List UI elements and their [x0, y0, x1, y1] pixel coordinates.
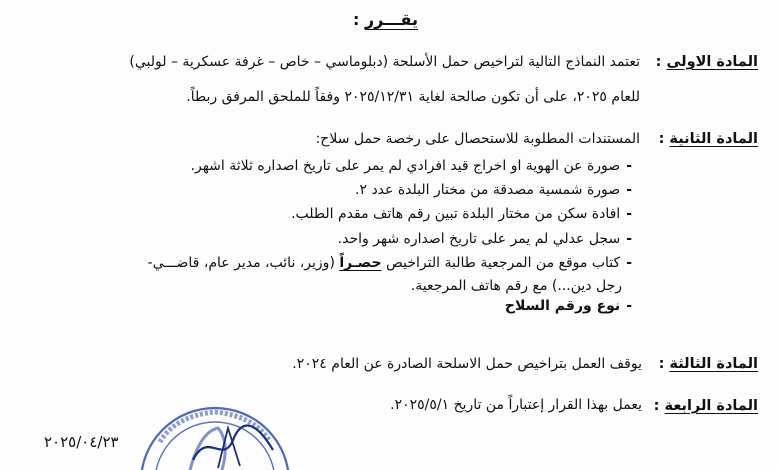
article-3-text: يوقف العمل بتراخيص حمل الاسلحة الصادرة عن العام ٢٠٢٤.: [292, 356, 642, 372]
article-2-item-1: -صورة عن الهوية او اخراج قيد افرادي لم يمر على تاريخ اصداره ثلاثة اشهر.: [190, 158, 632, 174]
article-2-label: المادة الثانية :: [658, 131, 758, 147]
article-1-label: المادة الاولى :: [655, 54, 758, 70]
article-1-line-1: تعتمد النماذج التالية لتراخيص حمل الأسلحة (دبلوماسي – خاص – غرفة عسكرية – لولبي): [129, 54, 640, 70]
article-2-item-2: -صورة شمسية مصدقة من مختار البلدة عدد ٢.: [355, 182, 632, 198]
decision-title: يقـــرر :: [352, 10, 418, 29]
article-2-item-6: -نوع ورقم السلاح: [504, 298, 632, 314]
article-2-intro: المستندات المطلوبة للاستحصال على رخصة حمل سلاح:: [315, 131, 640, 147]
decision-date: ٢٠٢٥/٠٤/٢٣: [44, 433, 119, 451]
article-2-item-3: -افادة سكن من مختار البلدة تبين رقم هاتف مقدم الطلب.: [291, 206, 632, 222]
article-4-label: المادة الرابعة :: [653, 398, 758, 414]
emphasis-exclusively: حصـراً: [339, 255, 382, 271]
article-2-item-5: -كتاب موقع من المرجعية طالبة التراخيص حصـراً (وزير، نائب، مدير عام، قاضـــي-: [147, 255, 632, 271]
article-1-line-2: للعام ٢٠٢٥، على أن تكون صالحة لغاية ٢٠٢٥/١٢/٣١ وفقاً للملحق المرفق ربطاً.: [186, 89, 640, 105]
article-4-text: يعمل بهذا القرار إعتباراً من تاريخ ٢٠٢٥/٥/١.: [390, 397, 642, 413]
article-3-label: المادة الثالثة :: [658, 356, 758, 372]
article-2-item-5-continuation: رجل دين...) مع رقم هاتف المرجعية.: [410, 278, 622, 294]
signature-icon: [188, 420, 278, 470]
article-2-item-4: -سجل عدلي لم يمر على تاريخ اصداره شهر واحد.: [337, 231, 632, 247]
